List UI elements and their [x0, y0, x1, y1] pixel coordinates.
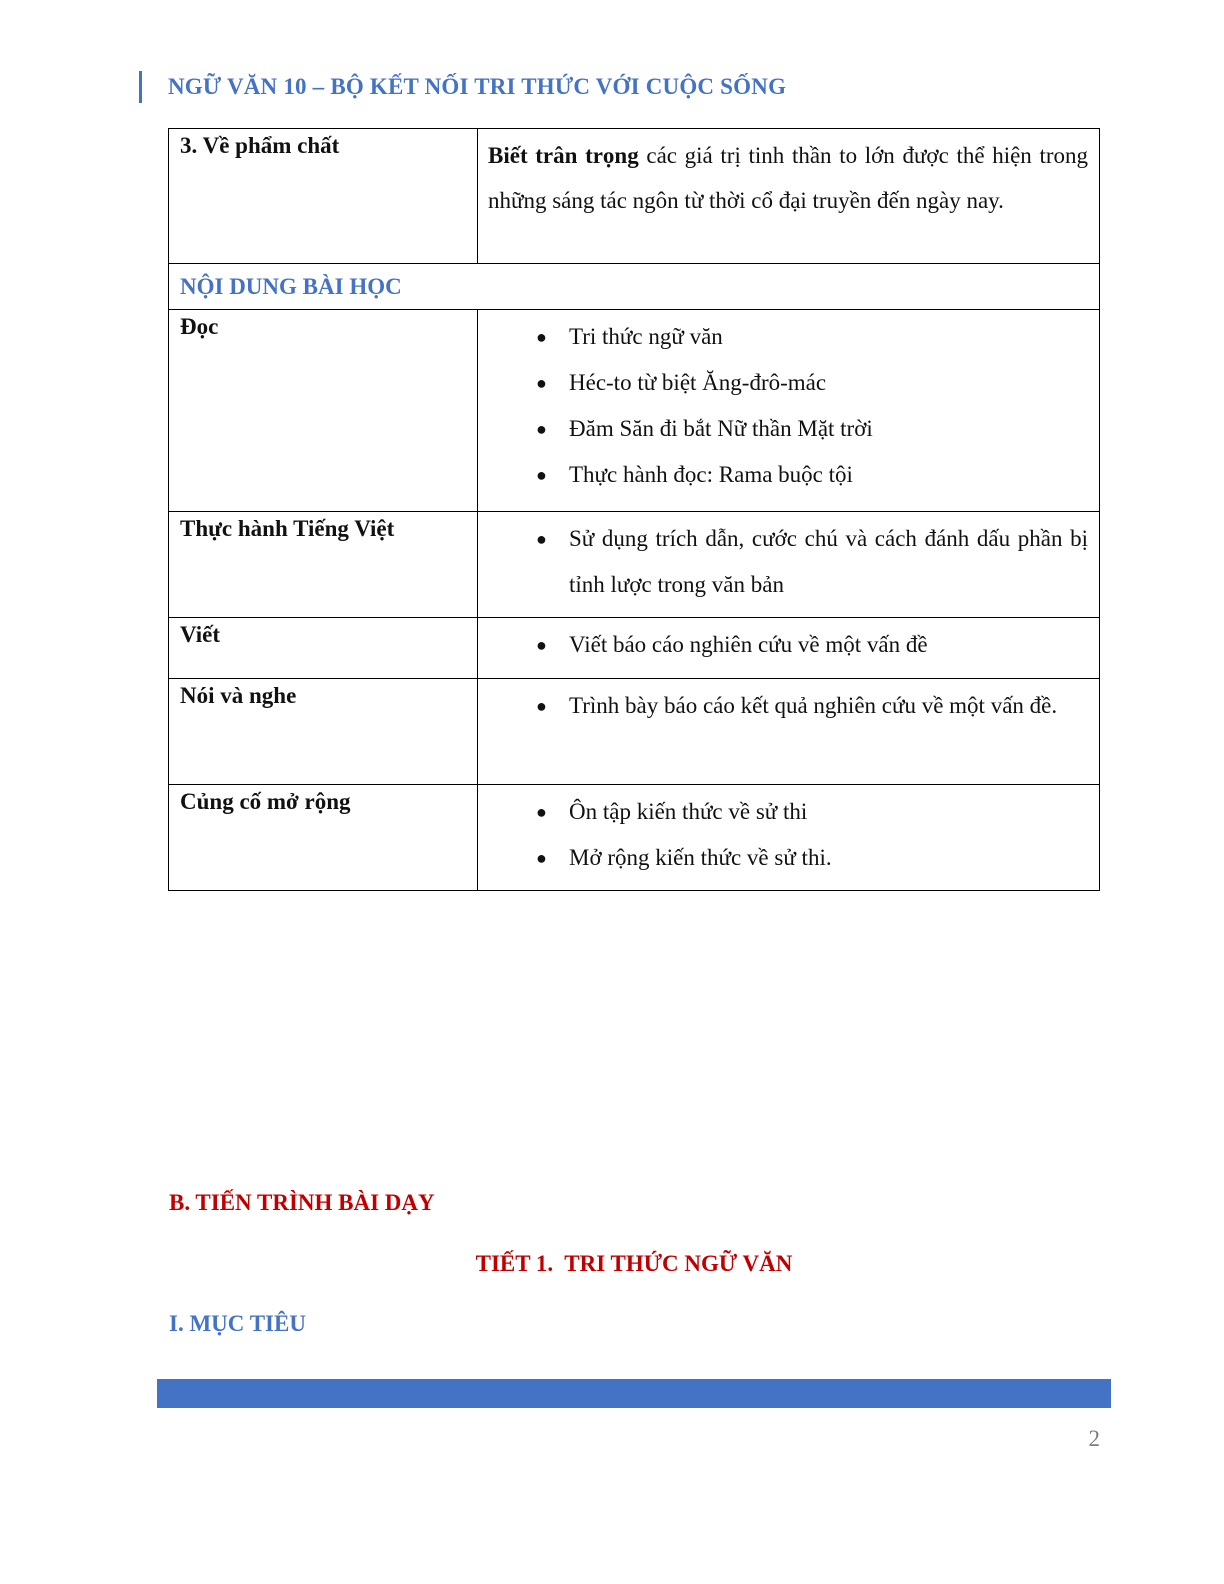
bullet-list — [488, 314, 1088, 498]
bullet-icon: ● — [536, 848, 547, 868]
bullet-icon: ● — [536, 465, 547, 485]
lesson-plan-table — [168, 128, 1100, 891]
bullet-icon: ● — [536, 373, 547, 393]
page-header — [139, 70, 786, 104]
bullet-icon: ● — [536, 419, 547, 439]
bullet-icon: ● — [536, 802, 547, 822]
bullet-list — [488, 683, 1088, 729]
list-item — [536, 314, 1088, 360]
row-label: Viết — [169, 618, 478, 679]
row-label: Nói và nghe — [169, 679, 478, 785]
list-item-text: Sử dụng trích dẫn, cước chú và cách đánh dấu phần bị tỉnh lược trong văn bản — [569, 526, 1088, 597]
table-row — [169, 512, 1100, 618]
bullet-list — [488, 622, 1088, 668]
list-item-text: Thực hành đọc: Rama buộc tội — [569, 462, 853, 487]
table-row — [169, 618, 1100, 679]
table-row — [169, 679, 1100, 785]
row-label: Đọc — [169, 310, 478, 512]
bullet-icon: ● — [536, 327, 547, 347]
bullet-icon: ● — [536, 635, 547, 655]
row-content — [478, 512, 1100, 618]
list-item-text: Đăm Săn đi bắt Nữ thần Mặt trời — [569, 416, 873, 441]
list-item — [536, 835, 1088, 881]
list-item-text: Viết báo cáo nghiên cứu về một vấn đề — [569, 632, 928, 657]
row-label: Củng cố mở rộng — [169, 785, 478, 891]
footer-band — [157, 1379, 1111, 1408]
row-label: 3. Về phẩm chất — [169, 129, 478, 264]
list-item-text: Ôn tập kiến thức về sử thi — [569, 799, 808, 824]
bullet-list — [488, 516, 1088, 608]
list-item-text: Trình bày báo cáo kết quả nghiên cứu về một vấn đề. — [569, 693, 1058, 718]
quality-bold-text: Biết trân trọng — [488, 143, 639, 168]
row-content — [478, 679, 1100, 785]
list-item — [536, 360, 1088, 406]
objective-heading: I. MỤC TIÊU — [169, 1311, 306, 1336]
quality-paragraph — [488, 133, 1088, 223]
lesson-title: TIẾT 1. TRI THỨC NGỮ VĂN — [475, 1251, 793, 1276]
table-row — [169, 310, 1100, 512]
list-item — [536, 683, 1088, 729]
bullet-icon: ● — [536, 696, 547, 716]
row-content — [478, 785, 1100, 891]
quality-text: các giá trị tinh thần to lớn được thể hiện trong những sáng tác ngôn từ thời cổ đại truyền đến ngày nay. — [488, 143, 1088, 213]
list-item-text: Tri thức ngữ văn — [569, 324, 723, 349]
table-section-heading-row — [169, 264, 1100, 310]
bullet-icon: ● — [536, 529, 547, 549]
list-item-text: Mở rộng kiến thức về sử thi. — [569, 845, 832, 870]
list-item — [536, 406, 1088, 452]
list-item — [536, 452, 1088, 498]
row-label: Thực hành Tiếng Việt — [169, 512, 478, 618]
list-item — [536, 622, 1088, 668]
row-content — [478, 618, 1100, 679]
list-item — [536, 516, 1088, 608]
table-row-quality — [169, 129, 1100, 264]
list-item-text: Héc-to từ biệt Ăng-đrô-mác — [569, 370, 827, 395]
row-content — [478, 129, 1100, 264]
header-title: NGỮ VĂN 10 – BỘ KẾT NỐI TRI THỨC VỚI CUỘC SỐNG — [168, 74, 787, 99]
table-row — [169, 785, 1100, 891]
list-item — [536, 789, 1088, 835]
page-number: 2 — [1088, 1426, 1100, 1451]
section-heading: NỘI DUNG BÀI HỌC — [169, 264, 1100, 310]
bullet-list — [488, 789, 1088, 881]
row-content — [478, 310, 1100, 512]
section-b-title: B. TIẾN TRÌNH BÀI DẠY — [169, 1190, 435, 1215]
header-accent-bar — [139, 71, 142, 103]
